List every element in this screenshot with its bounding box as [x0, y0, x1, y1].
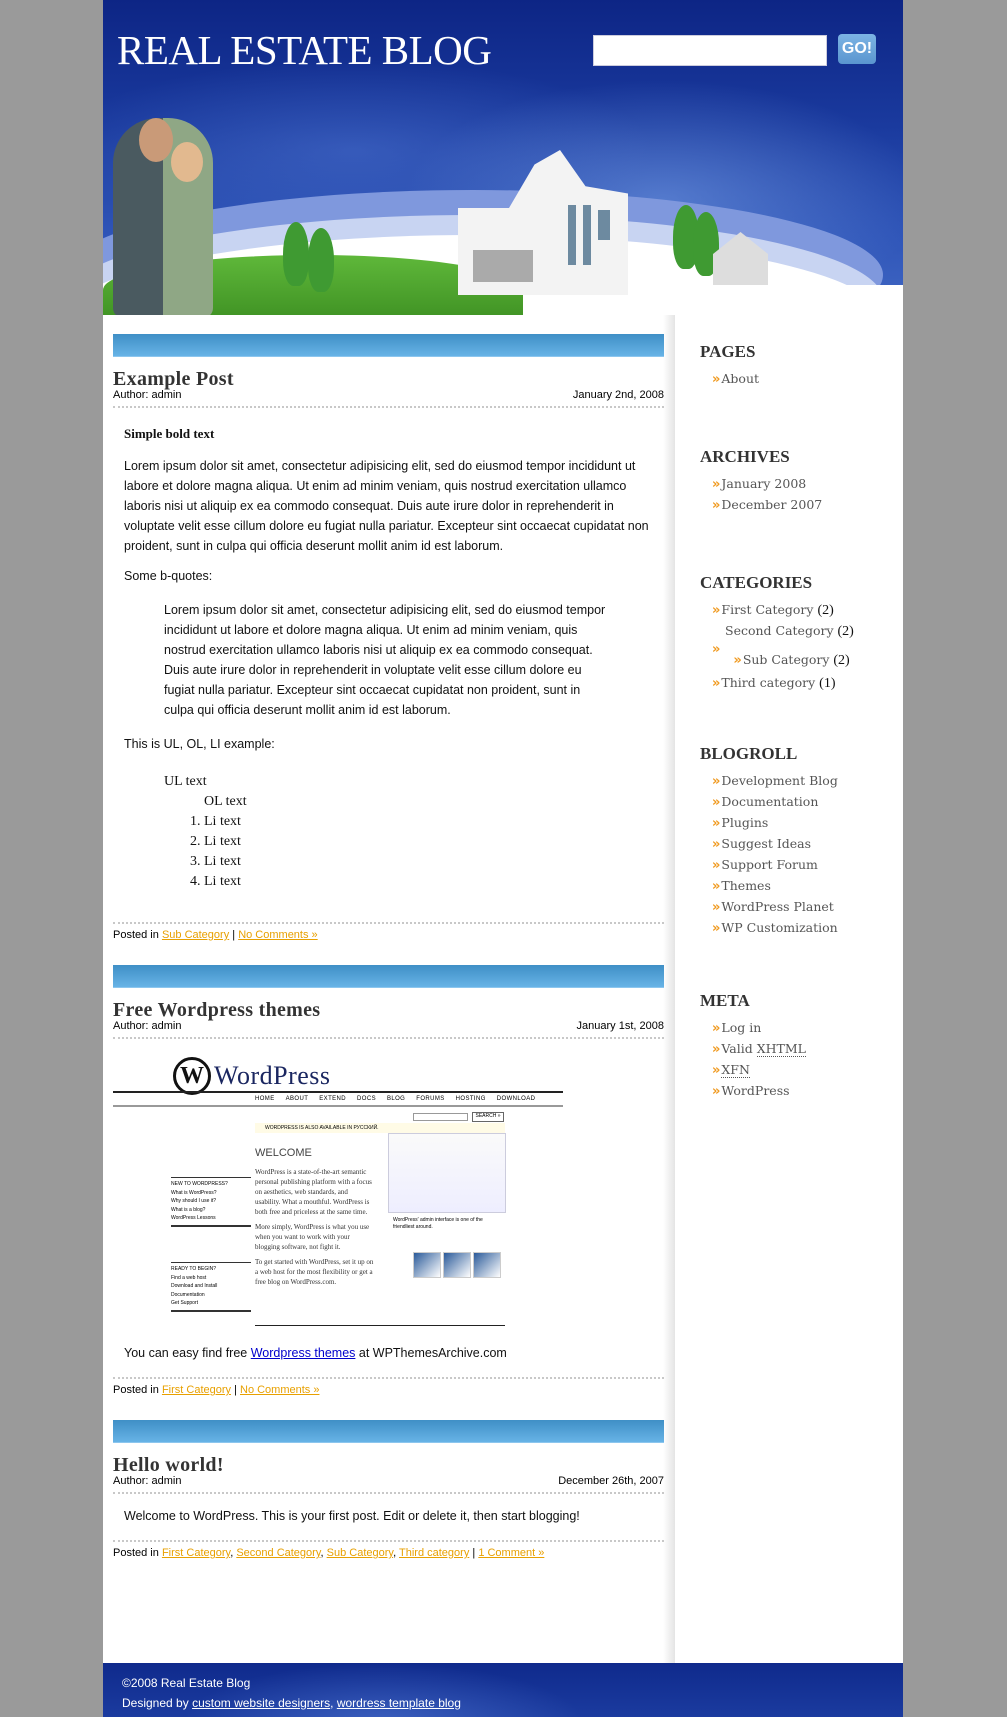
- widget-title: PAGES: [700, 342, 756, 361]
- double-chevron-icon: »: [712, 1021, 721, 1036]
- site-title[interactable]: REAL ESTATE BLOG: [117, 27, 492, 73]
- post-author: Author: admin: [113, 1020, 182, 1032]
- wp-nav: HOME ABOUT EXTEND DOCS BLOG FORUMS HOSTING DOWNLOAD: [255, 1096, 536, 1102]
- category-link[interactable]: Sub Category: [326, 1547, 394, 1559]
- sidebar-link[interactable]: »Support Forum: [712, 857, 818, 873]
- main-content: [113, 334, 664, 1560]
- widget-categories: [700, 573, 890, 694]
- post-header-bar: [113, 1420, 664, 1443]
- list-item: 2. Li text: [204, 832, 653, 852]
- sidebar-link[interactable]: »Third category (1): [712, 675, 836, 691]
- category-link[interactable]: Third category: [399, 1547, 470, 1559]
- sidebar-link[interactable]: »Development Blog: [712, 773, 838, 789]
- search-go-button[interactable]: GO!: [838, 34, 876, 64]
- widget-title: META: [700, 991, 750, 1010]
- widget-title: BLOGROLL: [700, 744, 798, 763]
- double-chevron-icon: »: [712, 921, 721, 936]
- house-image: [458, 150, 628, 295]
- footer-link[interactable]: wordress template blog: [336, 1696, 461, 1710]
- ol-text: OL text: [204, 794, 247, 809]
- ul-text: UL text: [164, 774, 207, 789]
- sidebar-link[interactable]: »XFN: [712, 1062, 750, 1078]
- double-chevron-icon: »: [712, 477, 721, 492]
- sidebar-link[interactable]: »WP Customization: [712, 920, 838, 936]
- sidebar-link[interactable]: »Log in: [712, 1020, 762, 1036]
- wordpress-screenshot-image: W WordPress HOME ABOUT EXTEND DOCS BLOG FORUMS HOSTING DOWNLOAD SEARCH » WORDPRESS IS ALSO AVAILABLE IN РУССКИЙ. WELCOME WordPress is a state-of-the-art semantic personal publishing platform with a focus on aesthetics, web standards, and usability. What a mouthful. WordPress is both free and priceless at the same time. More simply, WordPress is what you use when you want to work with your blogging software, not fight it. To get started with WordPress, set it up on a web host for the most flexibility or get a free blog on WordPress.com. NEW TO WORDPRESS? What is WordPress? Why should I use it? What is a blog? WordPress Lessons READY TO BEGIN? Find a web host Download and Install Documentation Get Support WordPress' admin interface is one of the friendliest around.: [113, 1047, 563, 1329]
- double-chevron-icon: »: [712, 837, 721, 852]
- tree-image: [308, 228, 334, 292]
- couple-image: [171, 142, 203, 182]
- double-chevron-icon: »: [712, 498, 721, 513]
- category-link[interactable]: First Category: [161, 1547, 231, 1559]
- post-author: Author: admin: [113, 389, 182, 401]
- post: [113, 1420, 664, 1560]
- double-chevron-icon: »: [712, 774, 721, 789]
- post-footer: Posted in First Category | No Comments »: [113, 1384, 320, 1396]
- list-example: [164, 772, 653, 892]
- widget-blogroll: [700, 744, 890, 939]
- double-chevron-icon: »: [712, 603, 721, 618]
- wordpress-themes-link[interactable]: Wordpress themes: [250, 1346, 356, 1360]
- search-input[interactable]: [593, 35, 827, 66]
- post-title[interactable]: Free Wordpress themes: [113, 999, 321, 1021]
- sidebar-link[interactable]: »About: [712, 371, 760, 387]
- divider: [113, 1536, 664, 1542]
- sidebar-link[interactable]: »Themes: [712, 878, 771, 894]
- double-chevron-icon: »: [712, 795, 721, 810]
- post-author: Author: admin: [113, 1475, 182, 1487]
- header: [103, 0, 903, 315]
- comments-link[interactable]: 1 Comment »: [478, 1547, 545, 1559]
- tree-image: [283, 222, 309, 286]
- sidebar-link[interactable]: »Valid XHTML: [712, 1041, 806, 1057]
- list-item: 4. Li text: [204, 872, 653, 892]
- double-chevron-icon: »: [712, 879, 721, 894]
- category-link[interactable]: Sub Category: [161, 929, 230, 941]
- category-link[interactable]: Second Category: [236, 1547, 321, 1559]
- list-item: 1. Li text: [204, 812, 653, 832]
- wordpress-logo: W WordPress: [173, 1057, 331, 1095]
- widget-title: ARCHIVES: [700, 447, 790, 466]
- post-date: January 1st, 2008: [576, 1020, 664, 1032]
- sidebar-link[interactable]: »Suggest Ideas: [712, 836, 812, 852]
- post-date: January 2nd, 2008: [572, 389, 664, 401]
- footer: [103, 1663, 903, 1717]
- main-column-shadow: [663, 315, 675, 1663]
- sidebar-link[interactable]: Second Category (2): [725, 623, 854, 639]
- widget-meta: [700, 991, 890, 1102]
- double-chevron-icon: »: [712, 642, 721, 657]
- blockquote: Lorem ipsum dolor sit amet, consectetur adipisicing elit, sed do eiusmod tempor incididunt ut labore et dolore magna aliqua. Ut enim ad minim veniam, quis nostrud exercitation ullamco laboris nisi ut aliquip ex ea commodo consequat. Duis aute irure dolor in reprehenderit in voluptate velit esse cillum dolore eu fugiat nulla pariatur. Excepteur sint occaecat cupidatat non proident, sunt in culpa qui officia deserunt mollit anim id est laborum.: [164, 603, 606, 717]
- widget-title: CATEGORIES: [700, 573, 813, 592]
- list-item: 3. Li text: [204, 852, 653, 872]
- sidebar-link[interactable]: »First Category (2): [712, 602, 834, 618]
- widget-archives: [700, 447, 890, 516]
- post: [113, 965, 664, 1397]
- couple-image: [139, 118, 173, 162]
- post-header-bar: [113, 965, 664, 988]
- bquote-label: Some b-quotes:: [124, 569, 213, 583]
- post-title[interactable]: Hello world!: [113, 1454, 224, 1476]
- double-chevron-icon: »: [712, 1042, 721, 1057]
- sidebar-link[interactable]: »WordPress: [712, 1083, 790, 1099]
- divider: [113, 918, 664, 924]
- comments-link[interactable]: No Comments »: [240, 1384, 320, 1396]
- sidebar-link[interactable]: »December 2007: [712, 497, 823, 513]
- sidebar-link[interactable]: »Documentation: [712, 794, 819, 810]
- double-chevron-icon: »: [712, 676, 721, 691]
- sidebar-link[interactable]: »»Sub Category (2): [712, 642, 850, 668]
- sidebar-link[interactable]: »January 2008: [712, 476, 807, 492]
- copyright: ©2008 Real Estate Blog: [122, 1676, 251, 1690]
- paragraph: Lorem ipsum dolor sit amet, consectetur adipisicing elit, sed do eiusmod tempor incididunt ut labore et dolore magna aliqua. Ut enim ad minim veniam, quis nostrud exercitation ullamco laboris nisi ut aliquip ex ea commodo consequat. Duis aute irure dolor in reprehenderit in voluptate velit esse cillum dolore eu fugiat nulla pariatur. Excepteur sint occaecat cupidatat non proident, sunt in culpa qui officia deserunt mollit anim id est laborum.: [124, 459, 649, 553]
- bold-heading: Simple bold text: [124, 426, 215, 441]
- post-footer: Posted in Sub Category | No Comments »: [113, 929, 318, 941]
- post-title[interactable]: Example Post: [113, 368, 234, 390]
- double-chevron-icon: »: [712, 858, 721, 873]
- sidebar: [700, 342, 890, 1159]
- post-header-bar: [113, 334, 664, 357]
- category-link[interactable]: First Category: [161, 1384, 232, 1396]
- post-text: You can easy find free Wordpress themes at WPThemesArchive.com: [124, 1346, 507, 1360]
- post-date: December 26th, 2007: [558, 1475, 664, 1487]
- page: [103, 0, 903, 1717]
- sidebar-link[interactable]: »Plugins: [712, 815, 769, 831]
- designed-by: Designed by custom website designers, wordress template blog: [122, 1696, 461, 1710]
- double-chevron-icon: »: [712, 900, 721, 915]
- double-chevron-icon: »: [712, 816, 721, 831]
- widget-pages: [700, 342, 890, 390]
- double-chevron-icon: »: [733, 653, 742, 668]
- comments-link[interactable]: No Comments »: [238, 929, 318, 941]
- double-chevron-icon: »: [712, 372, 721, 387]
- double-chevron-icon: »: [712, 1063, 721, 1078]
- post-footer: Posted in First Category, Second Category, Sub Category, Third category | 1 Comment »: [113, 1547, 545, 1559]
- divider: [113, 1373, 664, 1379]
- double-chevron-icon: »: [712, 1084, 721, 1099]
- footer-link[interactable]: custom website designers: [192, 1696, 331, 1710]
- list-label: This is UL, OL, LI example:: [124, 737, 275, 751]
- divider: [113, 1033, 664, 1039]
- post: [113, 334, 664, 942]
- post-text: Welcome to WordPress. This is your first post. Edit or delete it, then start blogging!: [124, 1509, 580, 1523]
- sidebar-link[interactable]: »WordPress Planet: [712, 899, 834, 915]
